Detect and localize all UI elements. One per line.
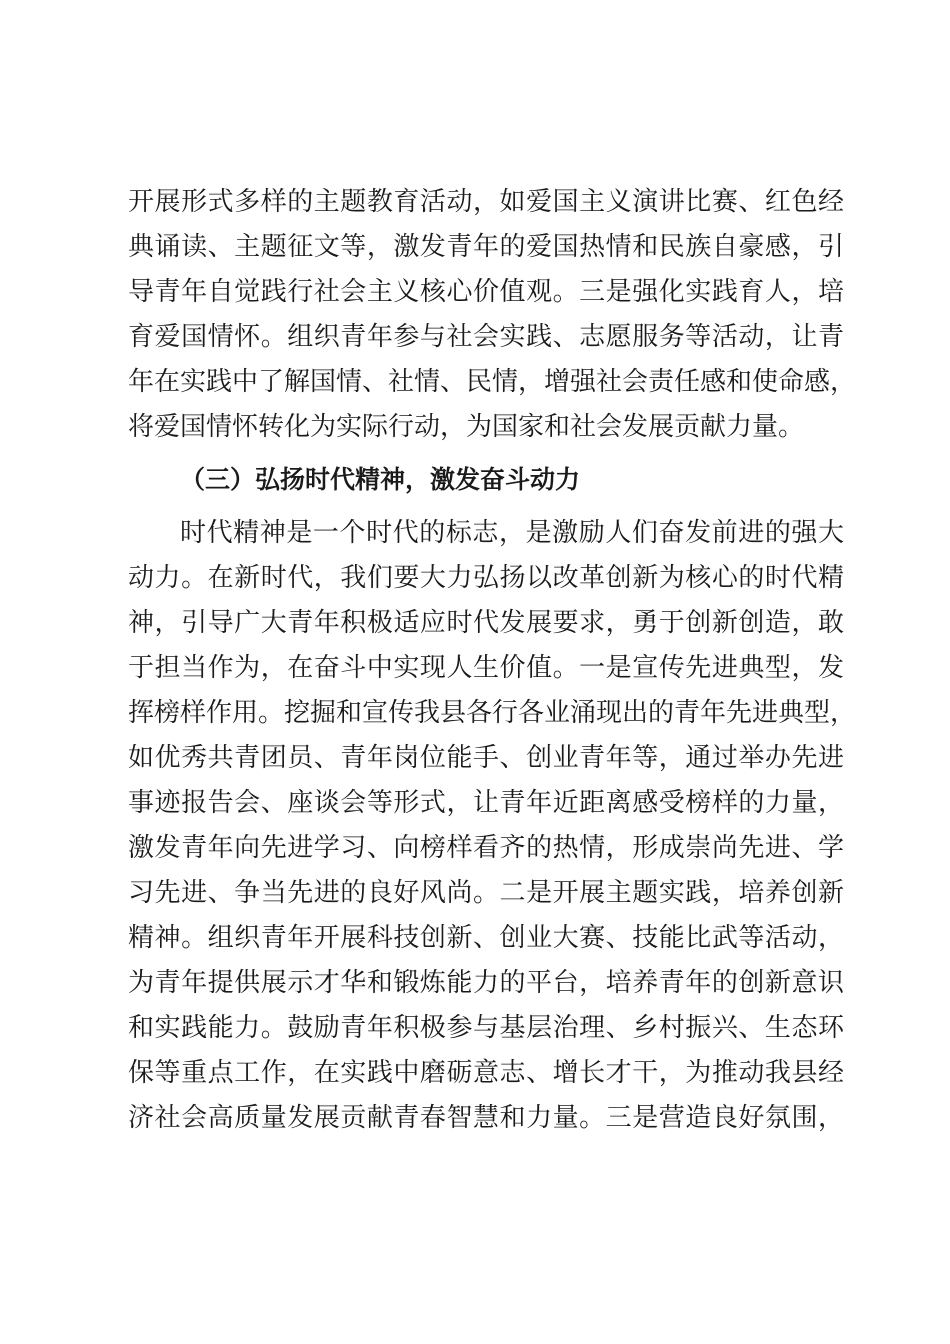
- text-line: 和实践能力。鼓励青年积极参与基层治理、乡村振兴、生态环: [128, 1013, 844, 1043]
- text-line: 精神。组织青年开展科技创新、创业大赛、技能比武等活动，: [128, 923, 844, 953]
- text-line: 保等重点工作，在实践中磨砺意志、增长才干，为推动我县经: [128, 1058, 844, 1088]
- text-line: 时代精神是一个时代的标志，是激励人们奋发前进的强大: [180, 518, 844, 548]
- text-line: 开展形式多样的主题教育活动，如爱国主义演讲比赛、红色经: [128, 187, 844, 217]
- section-heading: （三）弘扬时代精神，激发奋斗动力: [180, 465, 581, 494]
- text-line: 育爱国情怀。组织青年参与社会实践、志愿服务等活动，让青: [128, 322, 844, 352]
- text-line: 年在实践中了解国情、社情、民情，增强社会责任感和使命感，: [128, 367, 857, 397]
- text-line: 神，引导广大青年积极适应时代发展要求，勇于创新创造，敢: [128, 608, 844, 638]
- text-line: 典诵读、主题征文等，激发青年的爱国热情和民族自豪感，引: [128, 232, 844, 262]
- text-line: 导青年自觉践行社会主义核心价值观。三是强化实践育人，培: [128, 277, 844, 307]
- text-line: 习先进、争当先进的良好风尚。二是开展主题实践，培养创新: [128, 878, 844, 908]
- text-line: 济社会高质量发展贡献青春智慧和力量。三是营造良好氛围，: [128, 1103, 844, 1133]
- text-line: 激发青年向先进学习、向榜样看齐的热情，形成崇尚先进、学: [128, 833, 844, 863]
- text-line: 动力。在新时代，我们要大力弘扬以改革创新为核心的时代精: [128, 563, 844, 593]
- text-line: 将爱国情怀转化为实际行动，为国家和社会发展贡献力量。: [128, 412, 805, 442]
- text-line: 于担当作为，在奋斗中实现人生价值。一是宣传先进典型，发: [128, 653, 844, 683]
- text-line: 事迹报告会、座谈会等形式，让青年近距离感受榜样的力量，: [128, 788, 844, 818]
- text-line: 如优秀共青团员、青年岗位能手、创业青年等，通过举办先进: [128, 743, 844, 773]
- text-line: 挥榜样作用。挖掘和宣传我县各行各业涌现出的青年先进典型，: [128, 698, 857, 728]
- text-line: 为青年提供展示才华和锻炼能力的平台，培养青年的创新意识: [128, 968, 844, 998]
